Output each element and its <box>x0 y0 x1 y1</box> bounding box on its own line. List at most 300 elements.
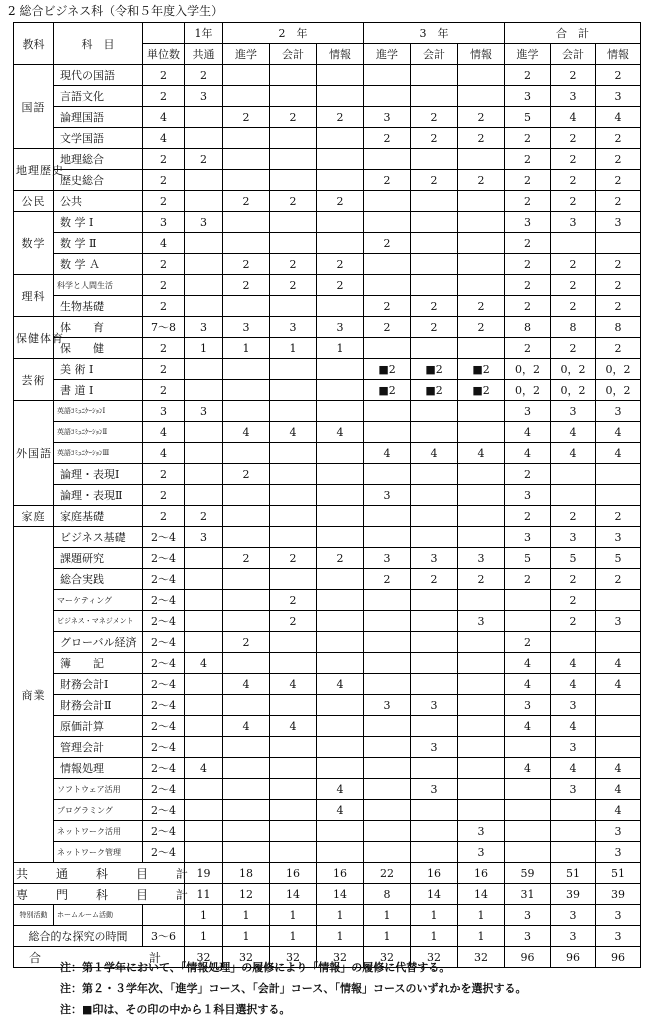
value-cell: 4 <box>185 653 223 674</box>
subject-cell: 論理・表現Ⅰ <box>54 464 143 485</box>
value-cell <box>596 632 641 653</box>
header-cell: 進学 <box>505 44 551 65</box>
value-cell: 2 <box>458 296 505 317</box>
value-cell <box>223 380 270 401</box>
value-cell <box>270 800 317 821</box>
value-cell: 3 <box>596 842 641 863</box>
value-cell: 32 <box>411 947 458 968</box>
value-cell: 2 <box>505 569 551 590</box>
value-cell: 3 <box>596 527 641 548</box>
value-cell: 11 <box>185 884 223 905</box>
subject-cell: 情報処理 <box>54 758 143 779</box>
value-cell: 3 <box>505 86 551 107</box>
value-cell: 2 <box>596 149 641 170</box>
total-label: 合 計 <box>14 947 185 968</box>
value-cell: 4 <box>596 779 641 800</box>
subject-cell: 英語ｺﾐｭﾆｹｰｼｮﾝⅡ <box>54 422 143 443</box>
subject-cell: 美 術 Ⅰ <box>54 359 143 380</box>
units-cell: 2～4 <box>143 611 185 632</box>
value-cell <box>596 464 641 485</box>
value-cell <box>458 590 505 611</box>
units-cell: 2 <box>143 65 185 86</box>
value-cell: 2 <box>270 590 317 611</box>
units-cell: 4 <box>143 233 185 254</box>
value-cell <box>185 569 223 590</box>
value-cell <box>185 464 223 485</box>
value-cell <box>411 275 458 296</box>
units-cell: 2～4 <box>143 653 185 674</box>
value-cell: 1 <box>458 926 505 947</box>
value-cell <box>185 800 223 821</box>
header-cell: 情報 <box>596 44 641 65</box>
value-cell <box>364 674 411 695</box>
value-cell <box>411 254 458 275</box>
subject-cell: マーケティング <box>54 590 143 611</box>
value-cell: 3 <box>596 611 641 632</box>
value-cell: 0，2 <box>551 380 596 401</box>
value-cell: 0，2 <box>505 380 551 401</box>
value-cell: 4 <box>596 674 641 695</box>
value-cell <box>317 464 364 485</box>
category-cell: 特別活動 <box>14 905 54 926</box>
table-row <box>14 464 641 485</box>
units-cell: 4 <box>143 422 185 443</box>
value-cell: 2 <box>364 317 411 338</box>
value-cell <box>185 233 223 254</box>
value-cell: 4 <box>317 674 364 695</box>
value-cell: 3 <box>596 926 641 947</box>
units-cell: 4 <box>143 443 185 464</box>
value-cell: 2 <box>505 254 551 275</box>
value-cell <box>458 233 505 254</box>
value-cell: 1 <box>364 905 411 926</box>
value-cell <box>317 527 364 548</box>
table-row <box>14 86 641 107</box>
subject-cell: ネットワーク活用 <box>54 821 143 842</box>
value-cell: 16 <box>458 863 505 884</box>
value-cell <box>458 506 505 527</box>
notes <box>60 957 527 1020</box>
table-row <box>14 569 641 590</box>
value-cell <box>317 653 364 674</box>
subject-cell: 保 健 <box>54 338 143 359</box>
value-cell <box>505 842 551 863</box>
value-cell <box>551 821 596 842</box>
value-cell <box>596 233 641 254</box>
units-cell: 2～4 <box>143 569 185 590</box>
header-cell: 会計 <box>270 44 317 65</box>
value-cell: 3 <box>185 212 223 233</box>
value-cell: 2 <box>458 128 505 149</box>
value-cell <box>458 695 505 716</box>
value-cell <box>411 632 458 653</box>
value-cell: 2 <box>505 506 551 527</box>
value-cell <box>458 758 505 779</box>
subject-cell: 管理会計 <box>54 737 143 758</box>
units-cell: 2 <box>143 191 185 212</box>
value-cell <box>270 527 317 548</box>
value-cell: 1 <box>223 905 270 926</box>
value-cell <box>223 737 270 758</box>
value-cell <box>317 695 364 716</box>
value-cell <box>223 443 270 464</box>
value-cell: 3 <box>505 926 551 947</box>
value-cell <box>223 695 270 716</box>
value-cell <box>270 233 317 254</box>
value-cell: 3 <box>551 905 596 926</box>
value-cell <box>458 527 505 548</box>
value-cell <box>411 821 458 842</box>
value-cell: 4 <box>270 674 317 695</box>
units-cell: 2 <box>143 506 185 527</box>
subject-cell: ビジネス基礎 <box>54 527 143 548</box>
value-cell: 1 <box>317 926 364 947</box>
value-cell: 5 <box>505 548 551 569</box>
units-cell: 7～8 <box>143 317 185 338</box>
subject-cell: 生物基礎 <box>54 296 143 317</box>
value-cell <box>223 359 270 380</box>
table-row <box>14 233 641 254</box>
subject-cell: グローバル経済 <box>54 632 143 653</box>
header-row <box>14 23 641 44</box>
value-cell: 3 <box>364 548 411 569</box>
value-cell <box>458 338 505 359</box>
value-cell: 2 <box>551 128 596 149</box>
units-cell: 2～4 <box>143 695 185 716</box>
value-cell: 2 <box>596 170 641 191</box>
value-cell: 2 <box>223 254 270 275</box>
value-cell <box>364 737 411 758</box>
value-cell <box>270 86 317 107</box>
value-cell: 2 <box>551 149 596 170</box>
subject-cell: 英語ｺﾐｭﾆｹｰｼｮﾝⅠ <box>54 401 143 422</box>
value-cell: 4 <box>270 422 317 443</box>
value-cell: 4 <box>505 443 551 464</box>
table-row <box>14 128 641 149</box>
value-cell: 14 <box>270 884 317 905</box>
value-cell <box>270 842 317 863</box>
category-cell: 商業 <box>14 527 54 863</box>
value-cell: 96 <box>551 947 596 968</box>
value-cell <box>317 128 364 149</box>
value-cell <box>270 695 317 716</box>
category-cell: 理科 <box>14 275 54 317</box>
value-cell <box>185 695 223 716</box>
subject-cell: 公共 <box>54 191 143 212</box>
value-cell <box>223 779 270 800</box>
value-cell <box>364 506 411 527</box>
value-cell: 3 <box>185 317 223 338</box>
value-cell <box>411 338 458 359</box>
category-cell: 芸術 <box>14 359 54 401</box>
value-cell <box>270 443 317 464</box>
value-cell <box>317 296 364 317</box>
value-cell <box>458 149 505 170</box>
value-cell: 1 <box>223 926 270 947</box>
value-cell <box>364 338 411 359</box>
value-cell: ■2 <box>458 380 505 401</box>
subject-cell: 総合実践 <box>54 569 143 590</box>
value-cell: 14 <box>458 884 505 905</box>
units-cell: 2～4 <box>143 779 185 800</box>
value-cell: 8 <box>551 317 596 338</box>
value-cell <box>317 506 364 527</box>
value-cell: 2 <box>505 632 551 653</box>
value-cell <box>185 716 223 737</box>
value-cell: 4 <box>551 716 596 737</box>
value-cell: 4 <box>458 443 505 464</box>
value-cell: 2 <box>364 296 411 317</box>
value-cell <box>317 170 364 191</box>
value-cell <box>223 653 270 674</box>
value-cell: 2 <box>505 170 551 191</box>
value-cell: 2 <box>505 128 551 149</box>
value-cell <box>411 65 458 86</box>
value-cell: 5 <box>596 548 641 569</box>
value-cell <box>317 485 364 506</box>
value-cell <box>364 716 411 737</box>
value-cell <box>185 737 223 758</box>
value-cell: 4 <box>364 443 411 464</box>
value-cell: 2 <box>458 317 505 338</box>
header-cell: 会計 <box>411 44 458 65</box>
value-cell <box>317 443 364 464</box>
category-cell: 地理歴史 <box>14 149 54 191</box>
value-cell: 2 <box>270 254 317 275</box>
value-cell: 4 <box>505 716 551 737</box>
value-cell <box>270 821 317 842</box>
value-cell: 1 <box>411 905 458 926</box>
value-cell <box>270 65 317 86</box>
category-cell: 国語 <box>14 65 54 149</box>
value-cell: 3 <box>551 401 596 422</box>
subject-cell: 財務会計Ⅱ <box>54 695 143 716</box>
value-cell: 3 <box>411 779 458 800</box>
value-cell: 2 <box>317 107 364 128</box>
value-cell <box>317 569 364 590</box>
value-cell <box>364 779 411 800</box>
value-cell <box>458 674 505 695</box>
units-cell: 2～4 <box>143 842 185 863</box>
units-cell: 3 <box>143 212 185 233</box>
value-cell <box>364 401 411 422</box>
value-cell: 2 <box>270 107 317 128</box>
value-cell: 3 <box>505 695 551 716</box>
value-cell: 96 <box>596 947 641 968</box>
value-cell: 32 <box>317 947 364 968</box>
value-cell: 4 <box>596 422 641 443</box>
value-cell: 4 <box>551 443 596 464</box>
value-cell: 3 <box>364 695 411 716</box>
value-cell: 2 <box>505 296 551 317</box>
value-cell: 3 <box>505 527 551 548</box>
units-cell: 2 <box>143 485 185 506</box>
value-cell: 2 <box>364 233 411 254</box>
value-cell <box>458 485 505 506</box>
value-cell <box>185 107 223 128</box>
subject-cell: 数 学 Ⅰ <box>54 212 143 233</box>
value-cell: 2 <box>505 191 551 212</box>
units-cell: 2 <box>143 338 185 359</box>
subject-cell: 地理総合 <box>54 149 143 170</box>
value-cell: 0，2 <box>505 359 551 380</box>
value-cell: 3 <box>596 905 641 926</box>
value-cell <box>596 590 641 611</box>
units-cell: 4 <box>143 107 185 128</box>
value-cell <box>185 485 223 506</box>
value-cell <box>270 401 317 422</box>
header-cell: 進学 <box>223 44 270 65</box>
value-cell: 2 <box>596 191 641 212</box>
value-cell: ■2 <box>364 359 411 380</box>
units-cell: 2 <box>143 296 185 317</box>
value-cell <box>317 359 364 380</box>
value-cell <box>505 821 551 842</box>
value-cell: 2 <box>411 569 458 590</box>
value-cell <box>185 443 223 464</box>
value-cell <box>317 716 364 737</box>
value-cell: 3 <box>596 212 641 233</box>
value-cell <box>185 674 223 695</box>
table-row <box>14 485 641 506</box>
value-cell <box>223 296 270 317</box>
value-cell <box>551 464 596 485</box>
value-cell: 3 <box>505 212 551 233</box>
value-cell: 16 <box>411 863 458 884</box>
units-cell <box>143 905 185 926</box>
subject-cell: 現代の国語 <box>54 65 143 86</box>
units-cell: 2 <box>143 464 185 485</box>
value-cell <box>185 275 223 296</box>
value-cell: 1 <box>185 338 223 359</box>
value-cell <box>458 254 505 275</box>
value-cell: 3 <box>551 695 596 716</box>
value-cell: 14 <box>317 884 364 905</box>
header-cell: 情報 <box>458 44 505 65</box>
value-cell: 2 <box>317 191 364 212</box>
units-cell: 4 <box>143 128 185 149</box>
value-cell: 4 <box>505 758 551 779</box>
value-cell <box>364 464 411 485</box>
value-cell <box>317 632 364 653</box>
units-cell: 2～4 <box>143 590 185 611</box>
note-line: 注：第２・３学年次、「進学」コース、「会計」コース、「情報」コースのいずれかを選択する。 <box>60 982 527 995</box>
value-cell <box>317 737 364 758</box>
value-cell <box>317 233 364 254</box>
value-cell <box>317 65 364 86</box>
header-cell: 1年 <box>185 23 223 44</box>
value-cell: 5 <box>551 548 596 569</box>
subject-cell: 歴史総合 <box>54 170 143 191</box>
value-cell <box>223 128 270 149</box>
header-cell: 単位数 <box>143 44 185 65</box>
value-cell <box>185 254 223 275</box>
value-cell <box>270 632 317 653</box>
value-cell: 3 <box>596 86 641 107</box>
value-cell: 2 <box>223 632 270 653</box>
value-cell <box>458 737 505 758</box>
value-cell <box>185 170 223 191</box>
category-cell: 保健体育 <box>14 317 54 359</box>
value-cell <box>364 191 411 212</box>
value-cell: 3 <box>458 548 505 569</box>
value-cell: 1 <box>185 926 223 947</box>
value-cell <box>458 212 505 233</box>
value-cell <box>364 653 411 674</box>
value-cell: 51 <box>551 863 596 884</box>
value-cell <box>270 170 317 191</box>
value-cell <box>270 653 317 674</box>
subject-cell: 家庭基礎 <box>54 506 143 527</box>
table-row <box>14 65 641 86</box>
value-cell: 2 <box>270 611 317 632</box>
value-cell: 4 <box>317 779 364 800</box>
value-cell: 2 <box>551 590 596 611</box>
value-cell <box>223 233 270 254</box>
value-cell <box>185 380 223 401</box>
value-cell: 3 <box>551 212 596 233</box>
value-cell: 31 <box>505 884 551 905</box>
value-cell: 2 <box>505 464 551 485</box>
value-cell: 3 <box>458 821 505 842</box>
value-cell <box>411 611 458 632</box>
value-cell <box>364 422 411 443</box>
value-cell: 3 <box>185 527 223 548</box>
value-cell: 8 <box>505 317 551 338</box>
value-cell: 4 <box>185 758 223 779</box>
value-cell <box>411 485 458 506</box>
value-cell <box>364 821 411 842</box>
value-cell: 4 <box>596 800 641 821</box>
value-cell: 2 <box>364 569 411 590</box>
value-cell: 2 <box>270 275 317 296</box>
value-cell <box>270 149 317 170</box>
value-cell: 2 <box>596 65 641 86</box>
value-cell: 1 <box>317 905 364 926</box>
value-cell: 1 <box>411 926 458 947</box>
table-row <box>14 653 641 674</box>
value-cell: 32 <box>223 947 270 968</box>
category-cell: 数学 <box>14 212 54 275</box>
value-cell <box>364 65 411 86</box>
value-cell: 3 <box>270 317 317 338</box>
value-cell: 2 <box>270 548 317 569</box>
value-cell <box>411 212 458 233</box>
value-cell <box>270 296 317 317</box>
value-cell <box>551 485 596 506</box>
value-cell: 1 <box>270 905 317 926</box>
table-row <box>14 422 641 443</box>
value-cell: 2 <box>551 296 596 317</box>
total-label: 共 通 科 目 計 <box>14 863 185 884</box>
value-cell <box>317 149 364 170</box>
value-cell <box>185 821 223 842</box>
value-cell <box>317 86 364 107</box>
subject-cell: 論理・表現Ⅱ <box>54 485 143 506</box>
value-cell <box>185 191 223 212</box>
value-cell: 3 <box>458 611 505 632</box>
value-cell: 4 <box>505 422 551 443</box>
table-row <box>14 821 641 842</box>
value-cell: 3 <box>458 842 505 863</box>
value-cell <box>458 65 505 86</box>
value-cell <box>551 842 596 863</box>
value-cell: 2 <box>458 569 505 590</box>
value-cell: 3 <box>551 86 596 107</box>
table-row <box>14 800 641 821</box>
value-cell <box>364 254 411 275</box>
value-cell <box>185 359 223 380</box>
